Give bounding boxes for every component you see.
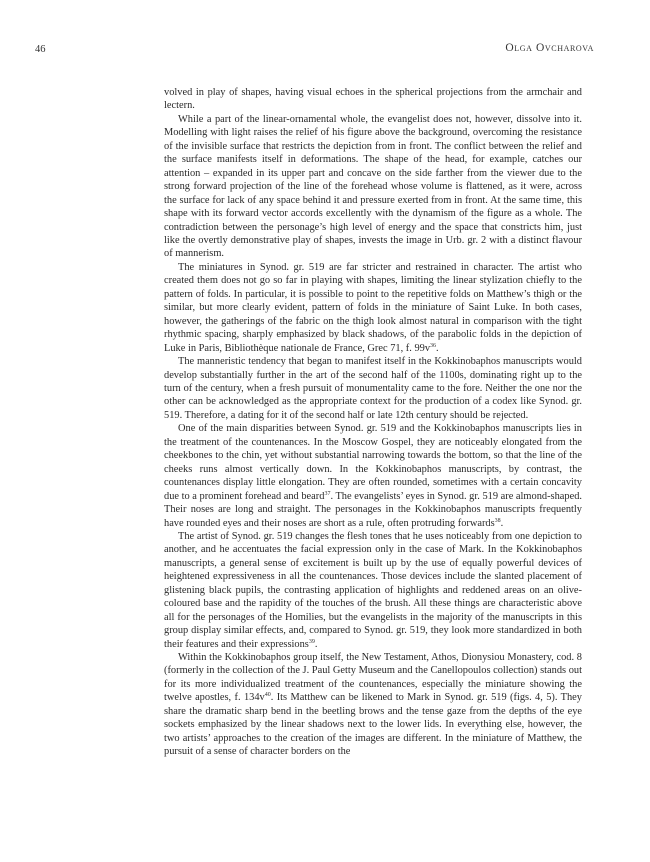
footnote-ref[interactable]: 37 (324, 490, 331, 497)
footnote-ref[interactable]: 40 (264, 692, 271, 699)
footnote-ref[interactable]: 36 (430, 342, 437, 349)
paragraph: One of the main disparities between Synod. gr. 519 and the Kokkinobaphos manuscripts lies in the treatment of the countenances. In the Moscow Gospel, they are noticeably elongated from the cheekbones to the chin, yet without substantial narrowing towards the bottom, so that the line of the cheeks runs almost vertically down. In the Kokkinobaphos manuscripts, by contrast, the countenances display little elongation. They are often rounded, sometimes with a certain concavity due to a prominent forehead and beard$^{37}$. The evangelists’ eyes in Synod. gr. 519 are almond-shaped. Their noses are long and straight. The personages in the Kokkinobaphos manuscripts frequently have rounded eyes and their noses are short as a rule, often protruding forwards$^{38}$. (164, 423, 582, 529)
footnote-ref[interactable]: 38 (494, 517, 501, 524)
page-number: 46 (35, 44, 46, 55)
paragraph: The manneristic tendency that began to manifest itself in the Kokkinobaphos manuscripts would develop substantially further in the art of the second half of the 1100s, dominating right up to the turn of the century, when a fresh pursuit of monumentality came to the fore. Neither the one nor the other can be acknowledged as the appropriate context for the production of a codex like Synod. gr. 519. Therefore, a dating for it of the second half or late 12th century should be rejected. (164, 356, 582, 421)
paragraph: While a part of the linear-ornamental whole, the evangelist does not, however, dissolve into it. Modelling with light raises the relief of his figure above the background, overcoming the resistance of the invisible surface that restricts the depiction from in front. The conflict between the relief and the surface manifests itself in deformations. The shape of the head, for example, catches our attention – expanded in its upper part and concave on the side farther from the viewer due to the strong forward projection of the line of the forehead whose volume is flattened, as it were, across the surface for lack of any space behind it and pressure exerted from in front. At the same time, this shape with its forward vector accords excellently with the dynamism of the figure as a whole. The contradiction between the personage’s high level of energy and the space that constricts him, just like the overtly demonstrative play of shapes, invests the image in Urb. gr. 2 with a distinct flavour of mannerism. (164, 113, 582, 260)
footnote-ref[interactable]: 39 (308, 638, 315, 645)
body-text (164, 86, 582, 759)
running-header-author: Olga Ovcharova (505, 42, 594, 54)
paragraph: The miniatures in Synod. gr. 519 are far stricter and restrained in character. The artist who created them does not go so far in playing with shapes, limiting the linear stylization chiefly to the pattern of folds. In particular, it is possible to point to the repetitive folds on Matthew’s thigh or the similar, but more clearly evident, pattern of folds in the miniature of Saint Luke. In both cases, however, the gatherings of the fabric on the thigh look almost natural in comparison with the tight rhythmic spacing, sharply emphasized by black shadows, of the parabolic folds in the depiction of Luke in Paris, Bibliothèque nationale de France, Grec 71, f. $99v^{36}$. (164, 261, 582, 354)
paragraph: Within the Kokkinobaphos group itself, the New Testament, Athos, Dionysiou Monastery, cod. 8 (formerly in the collection of the J. Paul Getty Museum and the Canellopoulos collection) stands out for its more individualized treatment of the countenances, especially the miniature showing the twelve apostles, f. $134v^{40}$. Its Matthew can be likened to Mark in Synod. gr. 519 (figs. 4, 5). They share the dramatic sharp bend in the beetling brows and the tense gaze from the depths of the eye sockets emphasized by the linear shadows next to the lower lids. In everything else, however, the two artists’ approaches to the creation of the images are different. In the miniature of Matthew, the pursuit of a sense of character borders on the (164, 652, 582, 758)
paragraph: The artist of Synod. gr. 519 changes the flesh tones that he uses noticeably from one depiction to another, and he accentuates the facial expression only in the case of Mark. In the Kokkinobaphos manuscripts, a general sense of excitement is built up by the use of equally powerful devices of heightened expressiveness in all the countenances. Those devices include the slanted placement of glistening black pupils, the contrasting application of highlights and reddened areas on an olive-coloured base and the rapidity of the touches of the brush. All these things are characteristic above all for the personages of the Homilies, but the evangelists in the majority of the manuscripts in this group display similar effects, and, compared to Synod. gr. 519, they look more standardized in both their features and their expressions$^{39}$. (164, 530, 582, 650)
paragraph: volved in play of shapes, having visual echoes in the spherical projections from the armchair and lectern. (164, 87, 582, 112)
